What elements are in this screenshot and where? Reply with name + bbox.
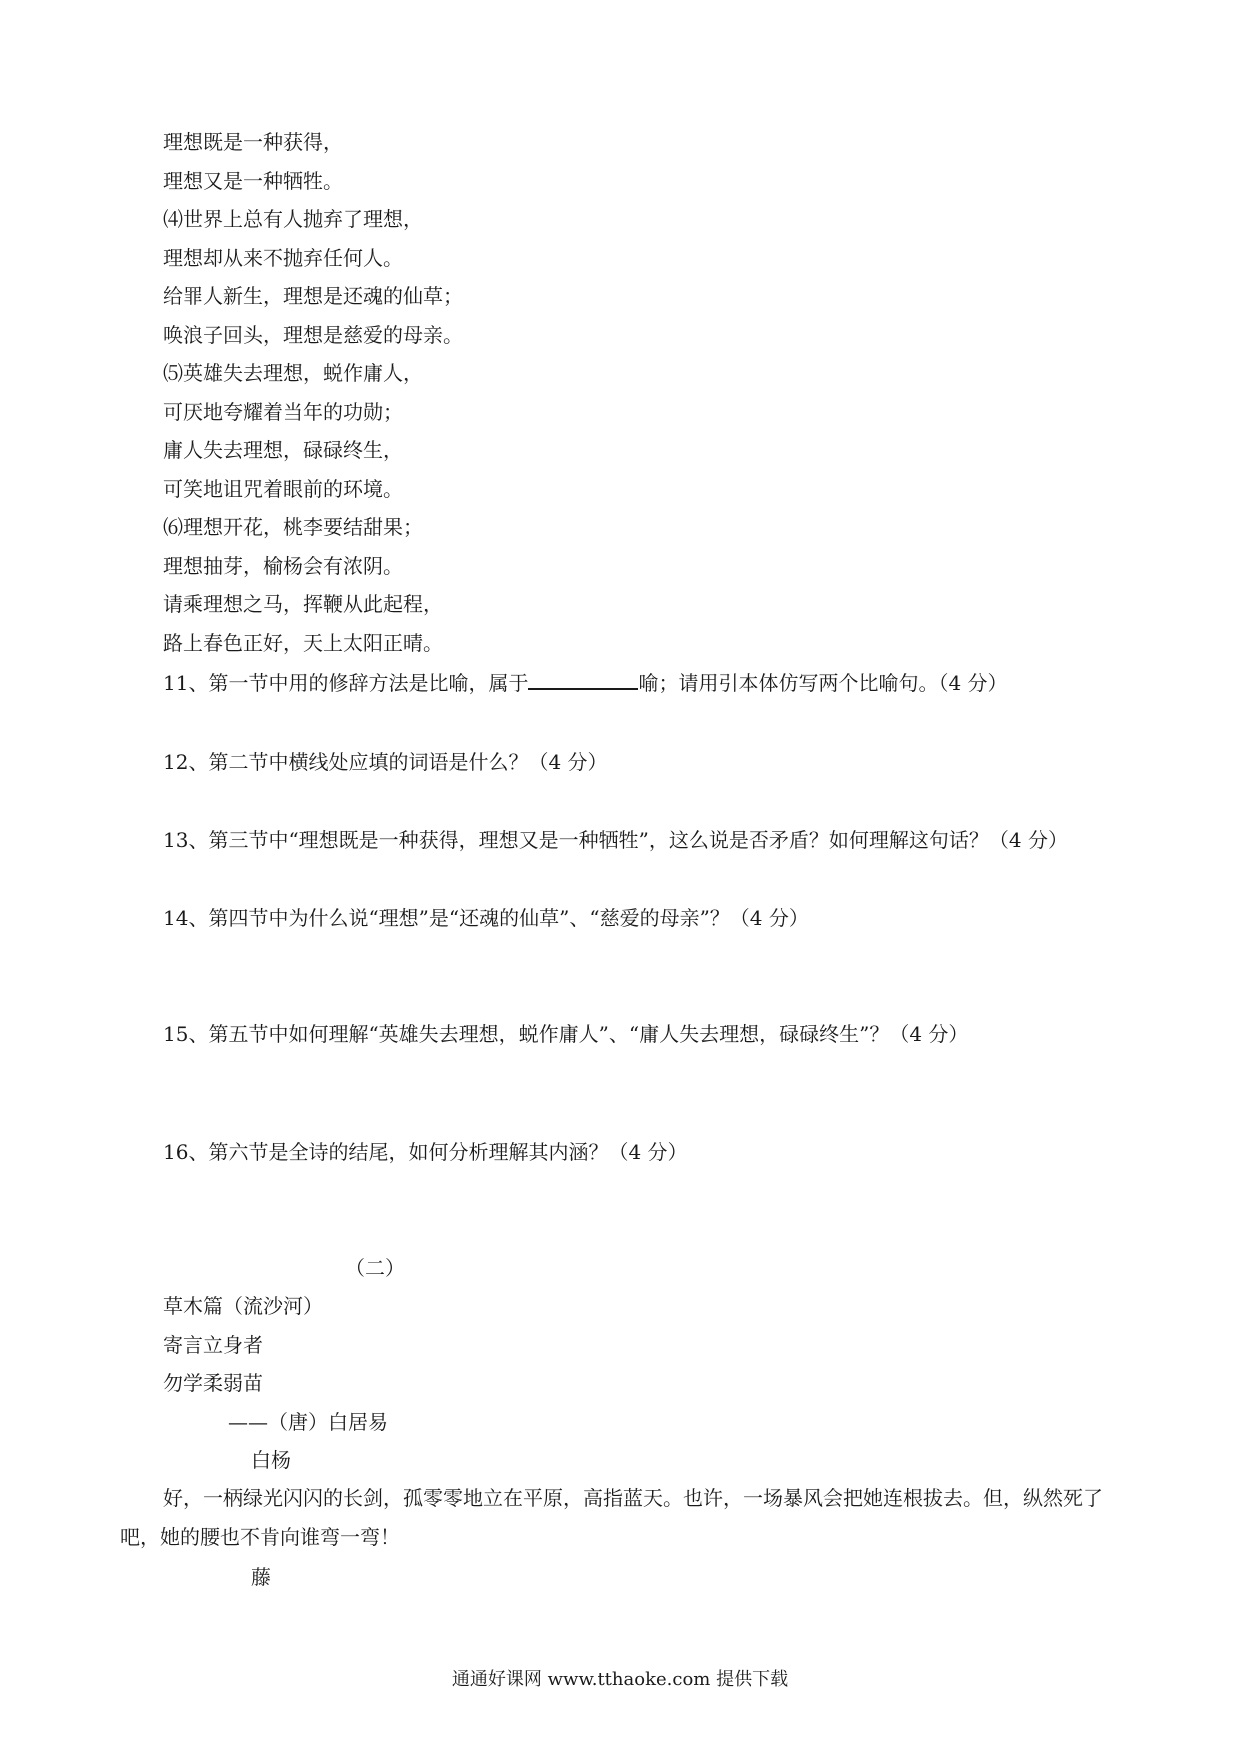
- poem-line: 唤浪子回头，理想是慈爱的母亲。: [163, 323, 463, 347]
- poem-line: 请乘理想之马，挥鞭从此起程，: [163, 592, 443, 616]
- question-15: 15、第五节中如何理解“英雄失去理想，蜕作庸人”、“庸人失去理想，碌碌终生”？（4 分）: [163, 1022, 969, 1046]
- poem-line: 庸人失去理想，碌碌终生，: [163, 438, 403, 462]
- poem-line: 理想抽芽，榆杨会有浓阴。: [163, 554, 403, 578]
- poem-line: 可笑地诅咒着眼前的环境。: [163, 477, 403, 501]
- poem-line: 理想却从来不抛弃任何人。: [163, 246, 403, 270]
- page-footer: 通通好课网 www.tthaoke.com 提供下载: [451, 1669, 789, 1690]
- question-14: 14、第四节中为什么说“理想”是“还魂的仙草”、“慈爱的母亲”？（4 分）: [163, 906, 809, 930]
- question-13: 13、第三节中“理想既是一种获得，理想又是一种牺牲”，这么说是否矛盾？如何理解这句话？（4 分）: [163, 828, 1068, 852]
- poem-line: 可厌地夸耀着当年的功勋；: [163, 400, 403, 424]
- question-12: 12、第二节中横线处应填的词语是什么？（4 分）: [163, 750, 608, 774]
- poem-line: ⑹理想开花，桃李要结甜果；: [163, 515, 423, 539]
- answer-blank: [528, 672, 638, 690]
- poem-line: ⑷世界上总有人抛弃了理想，: [163, 207, 423, 231]
- poem-line: ⑸英雄失去理想，蜕作庸人，: [163, 361, 423, 385]
- question-11: [163, 671, 1008, 695]
- prose-baiyang: 好，一柄绿光闪闪的长剑，孤零零地立在平原，高指蓝天。也许，一场暴风会把她连根拔去。但，纵然死了吧，她的腰也不肯向谁弯一弯！: [120, 1486, 1103, 1549]
- epigraph-attribution: ——（唐）白居易: [228, 1410, 388, 1434]
- section-heading: （二）: [345, 1256, 405, 1280]
- essay-title: 草木篇（流沙河）: [163, 1294, 323, 1318]
- poem-line: 路上春色正好，天上太阳正晴。: [163, 631, 443, 655]
- poem-line: 给罪人新生，理想是还魂的仙草；: [163, 284, 463, 308]
- poem-line: 理想又是一种牺牲。: [163, 169, 343, 193]
- epigraph-line: 寄言立身者: [163, 1333, 263, 1357]
- question-16: 16、第六节是全诗的结尾，如何分析理解其内涵？（4 分）: [163, 1140, 688, 1164]
- subtitle-teng: 藤: [251, 1565, 271, 1589]
- epigraph-line: 勿学柔弱苗: [163, 1371, 263, 1395]
- subtitle-baiyang: 白杨: [251, 1448, 291, 1472]
- question-11-text-b: 喻；请用引本体仿写两个比喻句。（4 分）: [638, 671, 1008, 695]
- question-11-text-a: 11、第一节中用的修辞方法是比喻，属于: [163, 671, 529, 695]
- poem-line: 理想既是一种获得，: [163, 130, 343, 154]
